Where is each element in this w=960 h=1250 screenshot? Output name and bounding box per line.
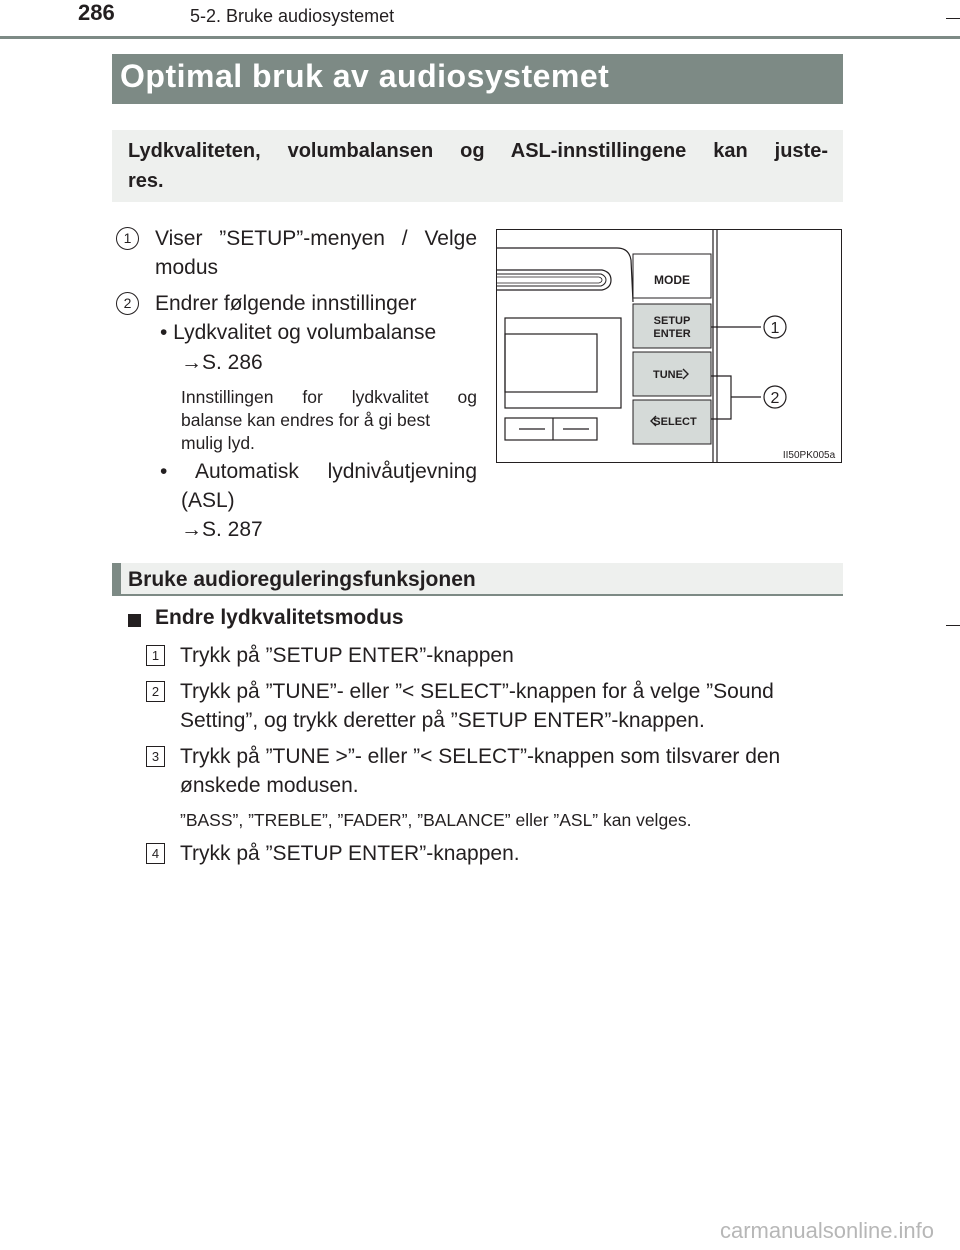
watermark: carmanualsonline.info <box>720 1218 935 1243</box>
callout-2-bullet-2-line-1: • Automatisk lydnivåutjevning <box>160 460 477 483</box>
tune-button-label: TUNE <box>653 369 683 381</box>
audio-panel-figure <box>496 229 842 463</box>
step-2-number: 2 <box>146 681 165 702</box>
audio-panel-illustration <box>497 230 842 463</box>
mode-button-label: MODE <box>654 273 690 287</box>
subsection-heading: Endre lydkvalitetsmodus <box>155 606 404 629</box>
enter-button-label: ENTER <box>653 328 691 340</box>
page-number: 286 <box>78 0 115 25</box>
callout-2-note-line-2: balanse kan endres for å gi best <box>181 410 431 430</box>
callout-2-ref-1: →S. 286 <box>181 351 263 374</box>
step-3-line-1: Trykk på ”TUNE >”- eller ”< SELECT”-knappen som tilsvarer den <box>180 745 781 768</box>
callout-2-bullet-1: • Lydkvalitet og volumbalanse <box>160 321 437 344</box>
figure-callout-2: 2 <box>770 390 780 407</box>
callout-2-note-line-3: mulig lyd. <box>181 433 255 453</box>
callout-2-line-1: Endrer følgende innstillinger <box>155 292 417 315</box>
callout-2-bullet-2-line-2: (ASL) <box>181 489 235 512</box>
intro-text-line-2: res. <box>128 170 164 192</box>
callout-1-number: 1 <box>116 227 139 250</box>
header-rule <box>0 36 960 39</box>
display-screen-inner <box>505 334 597 392</box>
page-title: Optimal bruk av audiosystemet <box>120 58 610 94</box>
square-bullet-icon <box>128 614 141 627</box>
intro-text-line-1: Lydkvaliteten, volumbalansen og ASL-innstillingene kan juste- <box>128 140 828 162</box>
callout-2-ref-2: →S. 287 <box>181 518 263 541</box>
edge-mark <box>946 625 960 626</box>
display-screen-outer <box>505 318 621 408</box>
step-3-number: 3 <box>146 746 165 767</box>
callout-1-line-2: modus <box>155 256 219 279</box>
step-4-text: Trykk på ”SETUP ENTER”-knappen. <box>180 842 520 865</box>
edge-mark <box>946 18 960 19</box>
figure-callout-1: 1 <box>770 320 780 337</box>
select-button-label: SELECT <box>653 416 697 428</box>
preset-buttons <box>505 418 597 440</box>
callout-1-line-1: Viser ”SETUP”-menyen / Velge <box>155 227 477 250</box>
step-2-line-1: Trykk på ”TUNE”- eller ”< SELECT”-knappen for å velge ”Sound <box>180 680 774 703</box>
step-4-number: 4 <box>146 843 165 864</box>
cd-slot <box>497 270 611 290</box>
step-3-line-2: ønskede modusen. <box>180 774 359 797</box>
panel-outline <box>497 248 633 302</box>
section-label: 5-2. Bruke audiosystemet <box>190 6 395 26</box>
callout-2-number: 2 <box>116 292 139 315</box>
step-1-text: Trykk på ”SETUP ENTER”-knappen <box>180 644 514 667</box>
figure-code: II50PK005a <box>782 450 836 461</box>
subsection-rule <box>112 594 843 596</box>
callout-2-note-line-1: Innstillingen for lydkvalitet og <box>181 387 477 407</box>
setup-button-label: SETUP <box>653 315 691 327</box>
step-1-number: 1 <box>146 645 165 666</box>
step-2-line-2: Setting”, og trykk deretter på ”SETUP ENTER”-knappen. <box>180 709 705 732</box>
callout-2-leader <box>711 376 761 419</box>
subsection-title: Bruke audioreguleringsfunksjonen <box>128 568 476 591</box>
step-3-note: ”BASS”, ”TREBLE”, ”FADER”, ”BALANCE” eller ”ASL” kan velges. <box>180 810 692 830</box>
